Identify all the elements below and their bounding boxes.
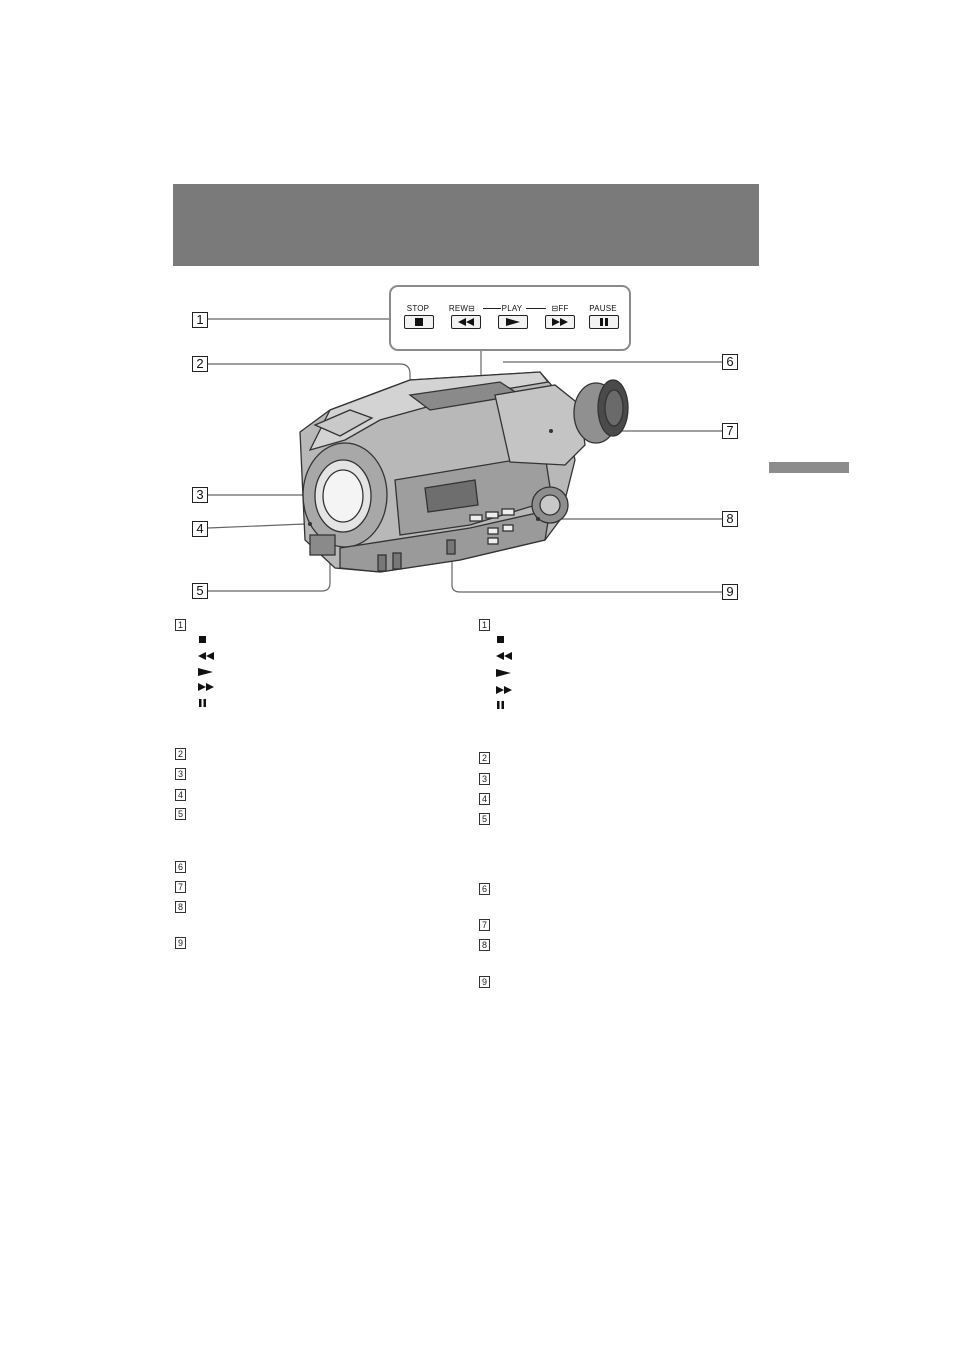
pause-label: PAUSE — [589, 304, 617, 313]
stop-icon — [495, 635, 513, 645]
callout-8: 8 — [722, 511, 738, 527]
play-label: PLAY — [497, 304, 527, 313]
left-item-5: 5 — [175, 808, 186, 820]
left-item-6: 6 — [175, 861, 186, 873]
fast-forward-icon — [495, 685, 513, 695]
pause-icon — [495, 700, 513, 710]
fast-forward-icon — [197, 682, 215, 692]
callout-5: 5 — [192, 583, 208, 599]
right-item-3: 3 — [479, 773, 490, 785]
left-item-8: 8 — [175, 901, 186, 913]
left-item-1: 1 — [175, 619, 186, 631]
left-item-7: 7 — [175, 881, 186, 893]
callout-2: 2 — [192, 356, 208, 372]
play-icon — [495, 668, 513, 678]
callout-4: 4 — [192, 521, 208, 537]
rewind-icon — [495, 651, 513, 661]
callout-1: 1 — [192, 312, 208, 328]
right-item-6: 6 — [479, 883, 490, 895]
left-item-4: 4 — [175, 789, 186, 801]
left-item-2: 2 — [175, 748, 186, 760]
callout-6: 6 — [722, 354, 738, 370]
play-icon — [197, 667, 215, 677]
right-item-8: 8 — [479, 939, 490, 951]
left-item-3: 3 — [175, 768, 186, 780]
ff-label: ⊟FF — [551, 304, 569, 313]
pause-icon — [197, 698, 215, 708]
callout-3: 3 — [192, 487, 208, 503]
right-item-5: 5 — [479, 813, 490, 825]
right-item-2: 2 — [479, 752, 490, 764]
rewind-icon — [197, 651, 215, 661]
stop-icon — [197, 635, 215, 645]
right-item-4: 4 — [479, 793, 490, 805]
callout-9: 9 — [722, 584, 738, 600]
left-item-9: 9 — [175, 937, 186, 949]
callout-7: 7 — [722, 423, 738, 439]
rew-label: REW⊟ — [448, 304, 476, 313]
right-item-9: 9 — [479, 976, 490, 988]
right-item-7: 7 — [479, 919, 490, 931]
right-item-1: 1 — [479, 619, 490, 631]
stop-label: STOP — [406, 304, 430, 313]
